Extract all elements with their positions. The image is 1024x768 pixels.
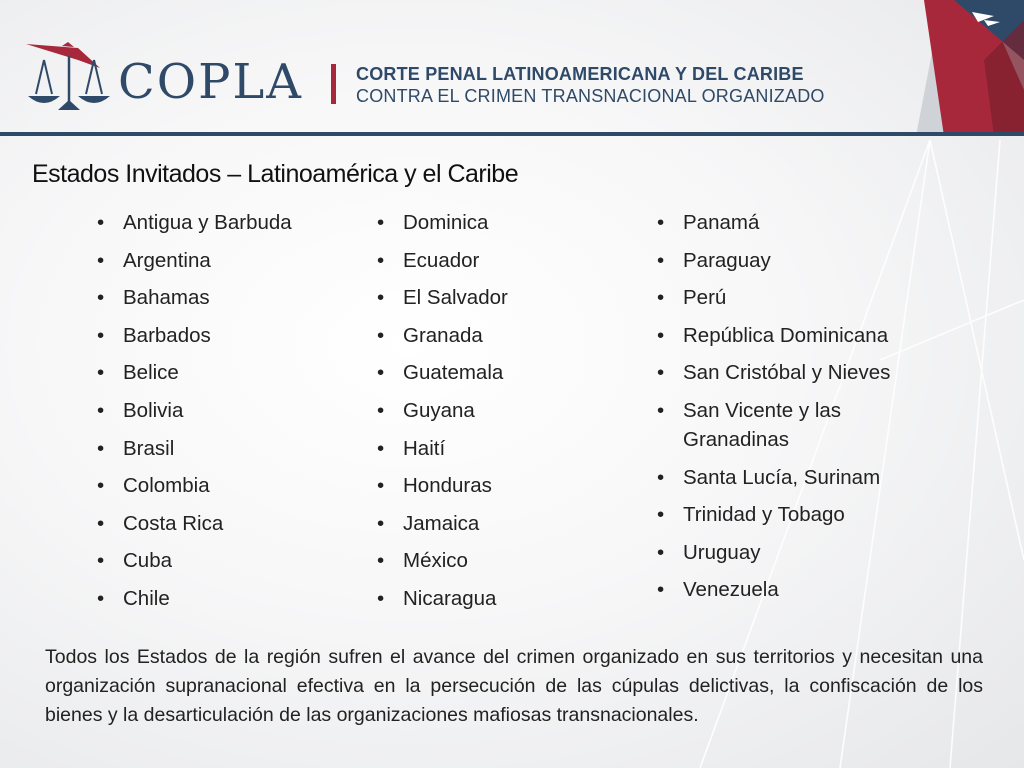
list-item: • Dominica bbox=[371, 208, 631, 237]
country-list-column-2 bbox=[371, 208, 631, 622]
list-item: • Honduras bbox=[371, 471, 631, 500]
list-item: • San Cristóbal y Nieves bbox=[651, 358, 921, 387]
list-item: • Guyana bbox=[371, 396, 631, 425]
list-item: • Perú bbox=[651, 283, 921, 312]
list-item: • Uruguay bbox=[651, 538, 921, 567]
country-list-column-1 bbox=[91, 208, 351, 622]
list-item: • Haití bbox=[371, 434, 631, 463]
list-item: • Bahamas bbox=[91, 283, 351, 312]
list-item: • Argentina bbox=[91, 246, 351, 275]
list-item: • Ecuador bbox=[371, 246, 631, 275]
org-name-line1: CORTE PENAL LATINOAMERICANA Y DEL CARIBE bbox=[356, 64, 804, 84]
list-item: • Santa Lucía, Surinam bbox=[651, 463, 921, 492]
list-item: • Granada bbox=[371, 321, 631, 350]
list-item: • Costa Rica bbox=[91, 509, 351, 538]
header bbox=[0, 0, 1024, 136]
list-item: • Bolivia bbox=[91, 396, 351, 425]
list-item: • Cuba bbox=[91, 546, 351, 575]
list-item: • Venezuela bbox=[651, 575, 921, 604]
list-item: • Chile bbox=[91, 584, 351, 613]
list-item: • Brasil bbox=[91, 434, 351, 463]
org-name-line2: CONTRA EL CRIMEN TRANSNACIONAL ORGANIZADO bbox=[356, 86, 825, 106]
corner-decoration bbox=[914, 0, 1024, 136]
country-list-column-3 bbox=[651, 208, 921, 613]
organization-name bbox=[356, 63, 825, 107]
list-item: • Barbados bbox=[91, 321, 351, 350]
header-rule bbox=[0, 132, 1024, 136]
list-item: • Trinidad y Tobago bbox=[651, 500, 921, 529]
list-item: • República Dominicana bbox=[651, 321, 921, 350]
list-item: • México bbox=[371, 546, 631, 575]
list-item: • Jamaica bbox=[371, 509, 631, 538]
list-item: • El Salvador bbox=[371, 283, 631, 312]
list-item: • Colombia bbox=[91, 471, 351, 500]
logo-text: COPLA bbox=[118, 54, 303, 110]
header-separator bbox=[331, 64, 336, 104]
list-item: • Nicaragua bbox=[371, 584, 631, 613]
list-item: • Panamá bbox=[651, 208, 921, 237]
list-item: • San Vicente y las Granadinas bbox=[651, 396, 873, 454]
list-item: • Guatemala bbox=[371, 358, 631, 387]
list-item: • Belice bbox=[91, 358, 351, 387]
list-item: • Paraguay bbox=[651, 246, 921, 275]
list-item: • Antigua y Barbuda bbox=[91, 208, 351, 237]
summary-paragraph: Todos los Estados de la región sufren el avance del crimen organizado en sus territorios y necesitan una organización supranacional efectiva en la persecución de las cúpulas delictivas, la confiscación de los bienes y la desarticulación de las organizaciones mafiosas transnacionales. bbox=[45, 646, 983, 726]
slide-title: Estados Invitados – Latinoamérica y el Caribe bbox=[32, 160, 519, 188]
